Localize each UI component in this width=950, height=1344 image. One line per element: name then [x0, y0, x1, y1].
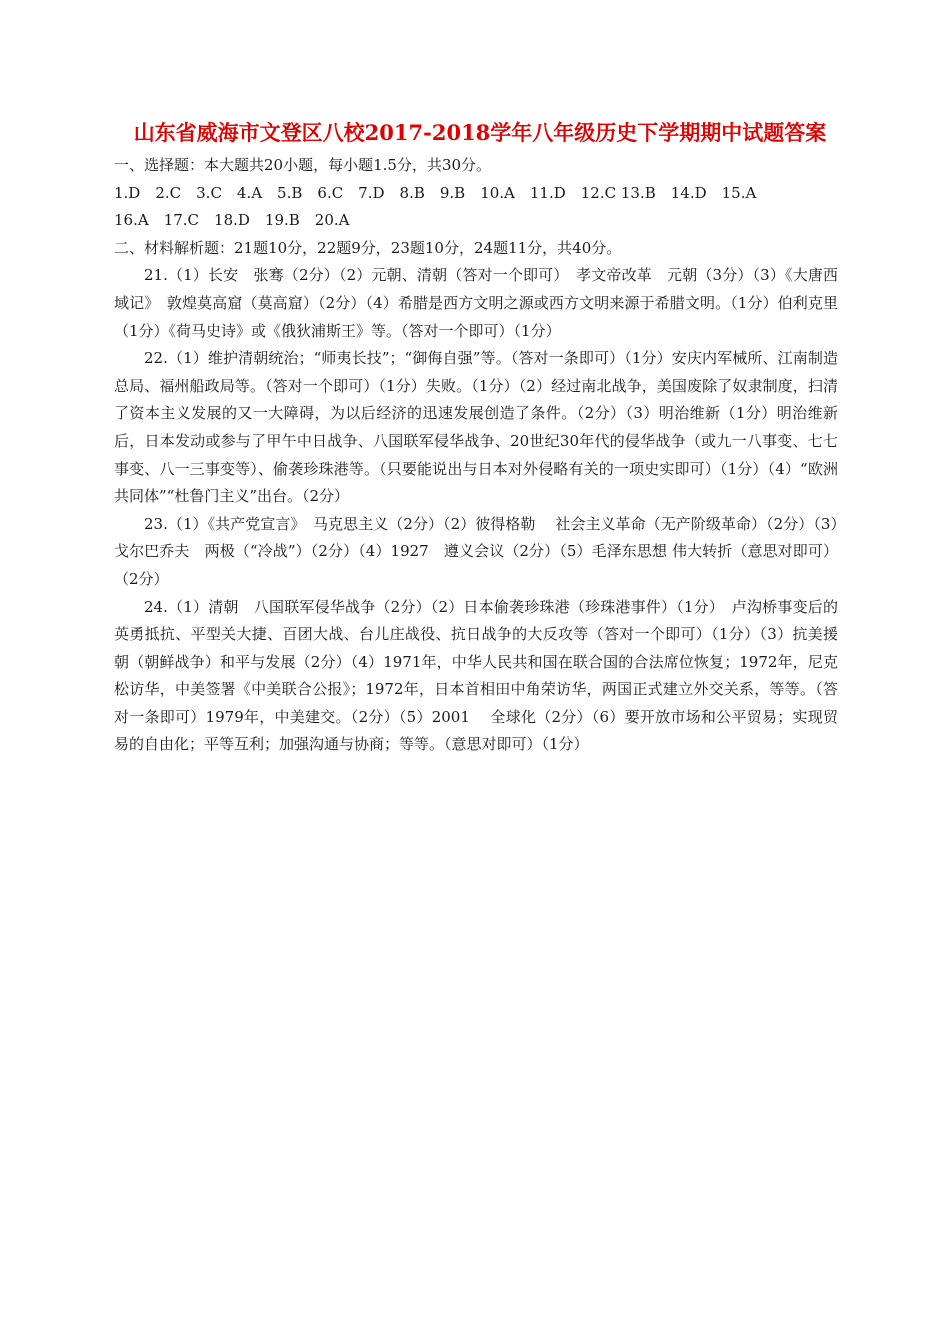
question-22-answer: 22.（1）维护清朝统治；“师夷长技”；“御侮自强”等。（答对一条即可）（1分）安庆内军械所、江南制造总局、福州船政局等。（答对一个即可）（1分）失败。（1分）（2）经过南北战争，美国废除了奴隶制度，扫清了资本主义发展的又一大障碍，为以后经济的迅速发展创造了条件。（2分）（3）明治维新（1分）明治维新后，日本发动或参与了甲午中日战争、八国联军侵华战争、20世纪30年代的侵华战争（或九一八事变、七七事变、八一三事变等）、偷袭珍珠港等。（只要能说出与日本对外侵略有关的一项史实即可）（1分）（4）“欧洲共同体”“杜鲁门主义”出台。（2分） — [114, 349, 838, 506]
question-23-answer: 23.（1）《共产党宣言》 马克思主义（2分）（2）彼得格勒 社会主义革命（无产阶级革命）（2分）（3）戈尔巴乔夫 两极（“冷战”）（2分）（4）1927 遵义会议（2分）（5）毛泽东思想 伟大转折（意思对即可）（2分） — [114, 514, 838, 588]
choice-answers-row-2: 16.A 17.C 18.D 19.B 20.A — [114, 211, 350, 230]
section2-heading: 二、材料解析题：21题10分，22题9分，23题10分，24题11分，共40分。 — [114, 238, 622, 257]
question-21-answer: 21.（1）长安 张骞（2分）（2）元朝、清朝（答对一个即可） 孝文帝改革 元朝（3分）（3）《大唐西域记》 敦煌莫高窟（莫高窟）（2分）（4）希腊是西方文明之源或西方文明来源于希腊文明。（1分）伯利克里（1分）《荷马史诗》或《俄狄浦斯王》等。（答对一个即可）（1分） — [114, 266, 838, 340]
section1-heading: 一、选择题：本大题共20小题，每小题1.5分，共30分。 — [114, 156, 492, 174]
document-title: 山东省威海市文登区八校2017-2018学年八年级历史下学期期中试题答案 — [133, 120, 827, 145]
answer-content — [114, 152, 838, 759]
choice-answers-row-1: 1.D 2.C 3.C 4.A 5.B 6.C 7.D 8.B 9.B 10.A 11.D 12.C 13.B 14.D 15.A — [114, 183, 757, 202]
question-24-answer: 24.（1）清朝 八国联军侵华战争（2分）（2）日本偷袭珍珠港（珍珠港事件）（1分） 卢沟桥事变后的英勇抵抗、平型关大捷、百团大战、台儿庄战役、抗日战争的大反攻等（答对一个即可）（1分）（3）抗美援朝（朝鲜战争）和平与发展（2分）（4）1971年，中华人民共和国在联合国的合法席位恢复；1972年，尼克松访华，中美签署《中美联合公报》；1972年，日本首相田中角荣访华，两国正式建立外交关系，等等。（答对一条即可）1979年，中美建交。（2分）（5）2001 全球化（2分）（6）要开放市场和公平贸易；实现贸易的自由化；平等互利；加强沟通与协商；等等。（意思对即可）（1分） — [114, 597, 838, 754]
